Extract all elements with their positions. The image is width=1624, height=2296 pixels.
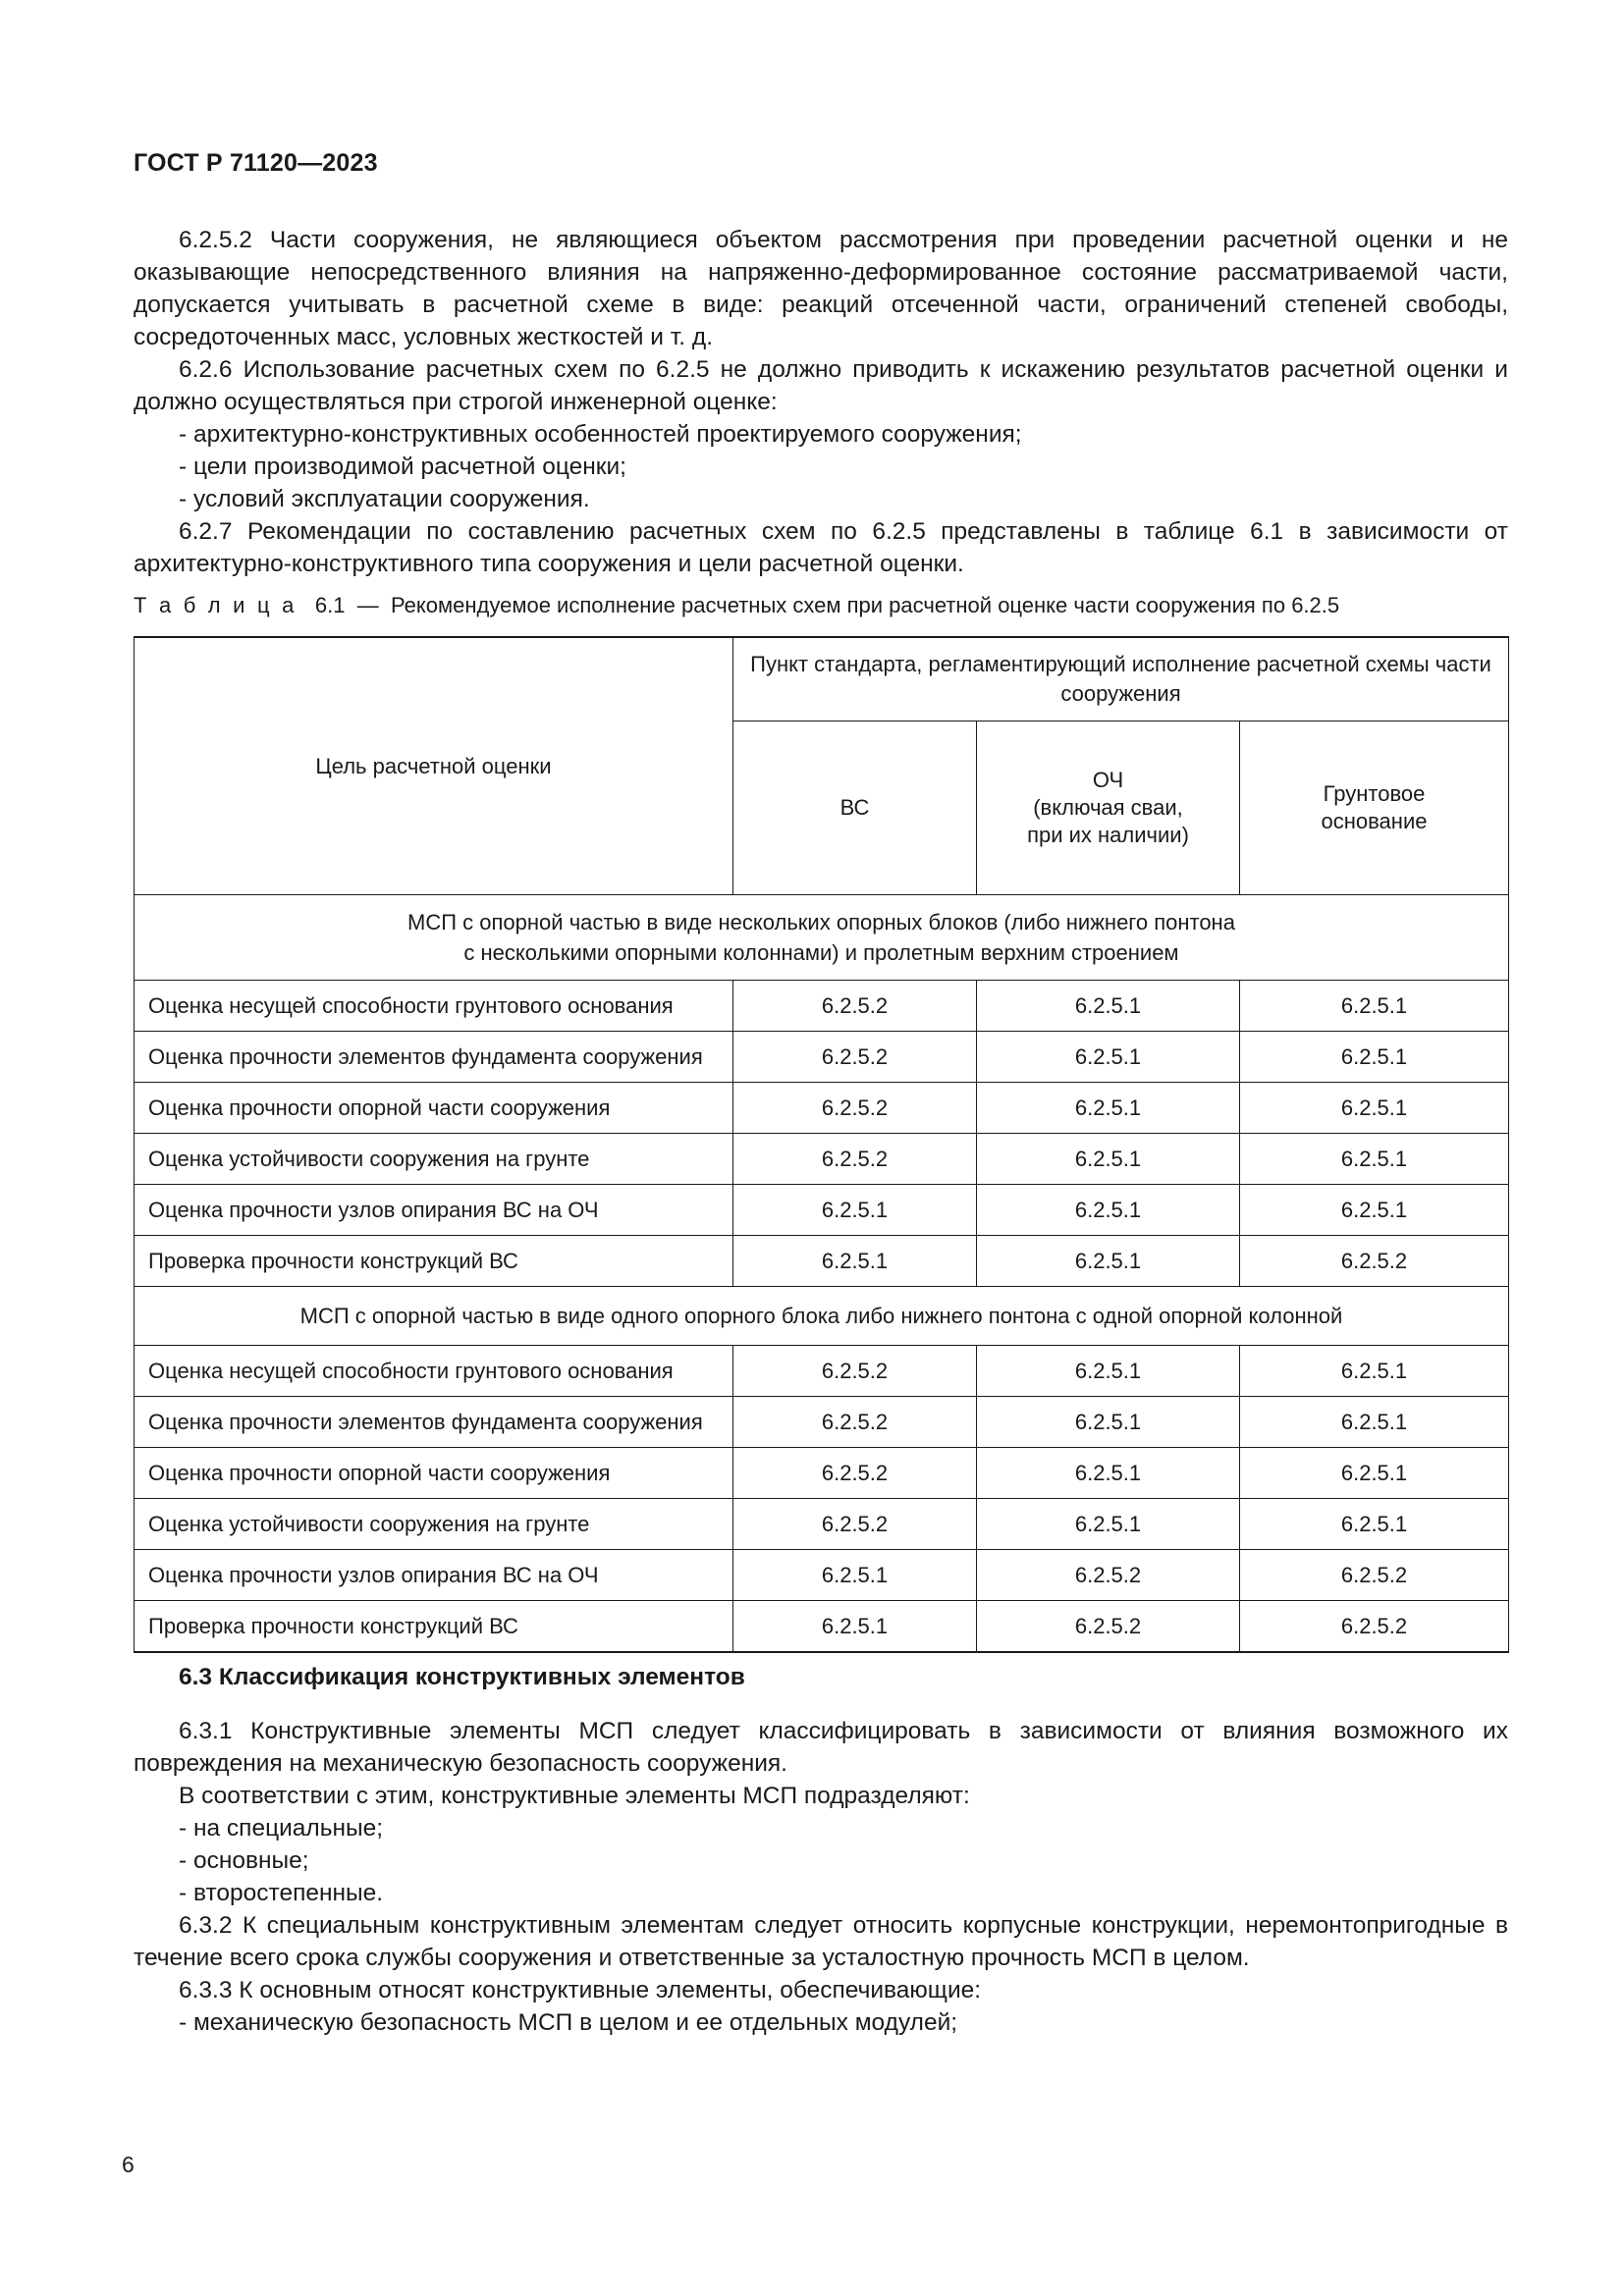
- bullet-architecture: - архитектурно-конструктивных особенностей проектируемого сооружения;: [179, 421, 1022, 448]
- row-vs: 6.2.5.1: [733, 1601, 977, 1653]
- row-och: 6.2.5.2: [977, 1550, 1240, 1601]
- row-grunt: 6.2.5.2: [1240, 1601, 1509, 1653]
- row-och: 6.2.5.1: [977, 1448, 1240, 1499]
- table-row: [135, 1032, 1509, 1083]
- row-och: 6.2.5.1: [977, 1397, 1240, 1448]
- row-grunt: 6.2.5.1: [1240, 1032, 1509, 1083]
- row-goal: Оценка устойчивости сооружения на грунте: [135, 1134, 733, 1185]
- paragraph-6-2-5-2: 6.2.5.2 Части сооружения, не являющиеся объектом рассмотрения при проведении расчетной оценки и не оказывающие непосредственного влияния на напряженно-деформированное состояние рассматриваемой части, допускается учитывать в расчетной схеме в виде: реакций отсеченной части, ограничений степеней свободы, сосредоточенных масс, условных жесткостей и т. д.: [134, 227, 1508, 350]
- row-och: 6.2.5.1: [977, 1346, 1240, 1397]
- table-row: [135, 1550, 1509, 1601]
- row-goal: Оценка устойчивости сооружения на грунте: [135, 1499, 733, 1550]
- body-text-bottom: [134, 1661, 1508, 2039]
- header-col-grunt-line1: Грунтовое: [1323, 781, 1426, 806]
- table-row: [135, 1601, 1509, 1653]
- table-section-header-1: [135, 895, 1509, 981]
- section-1-title: [135, 895, 1509, 981]
- row-goal: Оценка прочности узлов опирания ВС на ОЧ: [135, 1185, 733, 1236]
- table-row: [135, 1499, 1509, 1550]
- table-caption-dash: —: [356, 593, 379, 617]
- paragraph-6-3-1: 6.3.1 Конструктивные элементы МСП следует классифицировать в зависимости от влияния возможного их повреждения на механическую безопасность сооружения.: [134, 1718, 1508, 1777]
- header-col-vs-line1: ВС: [839, 795, 870, 820]
- table-row: [135, 1346, 1509, 1397]
- row-grunt: 6.2.5.1: [1240, 1134, 1509, 1185]
- row-goal: Оценка прочности опорной части сооружения: [135, 1448, 733, 1499]
- header-col-vs: [733, 721, 977, 895]
- bullet-secondary: - второстепенные.: [179, 1880, 384, 1906]
- header-group-title: Пункт стандарта, регламентирующий исполнение расчетной схемы части сооружения: [733, 637, 1509, 721]
- row-grunt: 6.2.5.1: [1240, 1346, 1509, 1397]
- table-caption-label: Т а б л и ц а: [134, 593, 298, 617]
- section-heading-6-3: 6.3 Классификация конструктивных элементов: [179, 1664, 745, 1690]
- paragraph-6-2-7: 6.2.7 Рекомендации по составлению расчетных схем по 6.2.5 представлены в таблице 6.1 в зависимости от архитектурно-конструктивного типа сооружения и цели расчетной оценки.: [134, 518, 1508, 577]
- table-row: [135, 981, 1509, 1032]
- row-grunt: 6.2.5.1: [1240, 1499, 1509, 1550]
- bullet-mechanical-safety: - механическую безопасность МСП в целом и ее отдельных модулей;: [179, 2009, 958, 2036]
- bullet-goal: - цели производимой расчетной оценки;: [179, 454, 626, 480]
- row-och: 6.2.5.1: [977, 1499, 1240, 1550]
- row-goal: Оценка прочности опорной части сооружения: [135, 1083, 733, 1134]
- page-number: 6: [122, 2152, 135, 2177]
- bullet-main: - основные;: [179, 1847, 309, 1874]
- header-col-och-line2: (включая сваи,: [1033, 795, 1183, 820]
- table-row: [135, 1134, 1509, 1185]
- row-goal: Оценка прочности элементов фундамента сооружения: [135, 1032, 733, 1083]
- row-goal: Оценка прочности узлов опирания ВС на ОЧ: [135, 1550, 733, 1601]
- row-goal: Проверка прочности конструкций ВС: [135, 1601, 733, 1653]
- paragraph-6-2-6: 6.2.6 Использование расчетных схем по 6.2.5 не должно приводить к искажению результатов расчетной оценки и должно осуществляться при строгой инженерной оценке:: [134, 356, 1508, 415]
- table-row: [135, 1083, 1509, 1134]
- header-col-och-line1: ОЧ: [1092, 768, 1124, 792]
- row-och: 6.2.5.2: [977, 1601, 1240, 1653]
- section-1-title-line2: с несколькими опорными колоннами) и пролетным верхним строением: [463, 940, 1179, 965]
- row-vs: 6.2.5.2: [733, 1032, 977, 1083]
- row-goal: Оценка несущей способности грунтового основания: [135, 981, 733, 1032]
- row-och: 6.2.5.1: [977, 981, 1240, 1032]
- paragraph-classification-intro: В соответствии с этим, конструктивные элементы МСП подразделяют:: [179, 1783, 970, 1809]
- row-vs: 6.2.5.2: [733, 1134, 977, 1185]
- table-caption-number: 6.1: [314, 593, 346, 617]
- row-vs: 6.2.5.2: [733, 1397, 977, 1448]
- row-och: 6.2.5.1: [977, 1134, 1240, 1185]
- section-2-title: МСП с опорной частью в виде одного опорного блока либо нижнего понтона с одной опорной колонной: [135, 1287, 1509, 1346]
- row-vs: 6.2.5.2: [733, 1083, 977, 1134]
- table-caption: [134, 591, 1339, 620]
- header-goal-column: Цель расчетной оценки: [135, 637, 733, 895]
- row-grunt: 6.2.5.2: [1240, 1550, 1509, 1601]
- table-row: [135, 1448, 1509, 1499]
- bullet-special: - на специальные;: [179, 1815, 384, 1842]
- row-grunt: 6.2.5.1: [1240, 1397, 1509, 1448]
- header-col-grunt-line2: основание: [1321, 809, 1428, 833]
- header-col-och-line3: при их наличии): [1027, 823, 1189, 847]
- row-grunt: 6.2.5.1: [1240, 981, 1509, 1032]
- running-header: ГОСТ Р 71120—2023: [134, 149, 378, 177]
- row-och: 6.2.5.1: [977, 1083, 1240, 1134]
- row-grunt: 6.2.5.2: [1240, 1236, 1509, 1287]
- table-6-1: [134, 636, 1508, 1653]
- row-och: 6.2.5.1: [977, 1032, 1240, 1083]
- table-section-header-2: [135, 1287, 1509, 1346]
- row-vs: 6.2.5.2: [733, 981, 977, 1032]
- row-goal: Оценка несущей способности грунтового основания: [135, 1346, 733, 1397]
- row-grunt: 6.2.5.1: [1240, 1448, 1509, 1499]
- table-caption-text: Рекомендуемое исполнение расчетных схем при расчетной оценке части сооружения по 6.2.5: [390, 593, 1340, 617]
- header-col-grunt: [1240, 721, 1509, 895]
- row-vs: 6.2.5.2: [733, 1499, 977, 1550]
- paragraph-6-3-2: 6.3.2 К специальным конструктивным элементам следует относить корпусные конструкции, неремонтопригодные в течение всего срока службы сооружения и ответственные за усталостную прочность МСП в целом.: [134, 1912, 1508, 1971]
- row-och: 6.2.5.1: [977, 1236, 1240, 1287]
- table-header-row-group: [135, 637, 1509, 721]
- row-goal: Проверка прочности конструкций ВС: [135, 1236, 733, 1287]
- header-col-och: [977, 721, 1240, 895]
- row-vs: 6.2.5.1: [733, 1185, 977, 1236]
- row-grunt: 6.2.5.1: [1240, 1185, 1509, 1236]
- table-row: [135, 1185, 1509, 1236]
- paragraph-6-3-3: 6.3.3 К основным относят конструктивные элементы, обеспечивающие:: [179, 1977, 982, 2003]
- section-1-title-line1: МСП с опорной частью в виде нескольких опорных блоков (либо нижнего понтона: [407, 910, 1235, 934]
- bullet-conditions: - условий эксплуатации сооружения.: [179, 486, 590, 512]
- row-och: 6.2.5.1: [977, 1185, 1240, 1236]
- row-vs: 6.2.5.2: [733, 1346, 977, 1397]
- table-row: [135, 1397, 1509, 1448]
- row-vs: 6.2.5.1: [733, 1550, 977, 1601]
- row-grunt: 6.2.5.1: [1240, 1083, 1509, 1134]
- row-goal: Оценка прочности элементов фундамента сооружения: [135, 1397, 733, 1448]
- row-vs: 6.2.5.1: [733, 1236, 977, 1287]
- row-vs: 6.2.5.2: [733, 1448, 977, 1499]
- table-row: [135, 1236, 1509, 1287]
- body-text-top: [134, 224, 1508, 580]
